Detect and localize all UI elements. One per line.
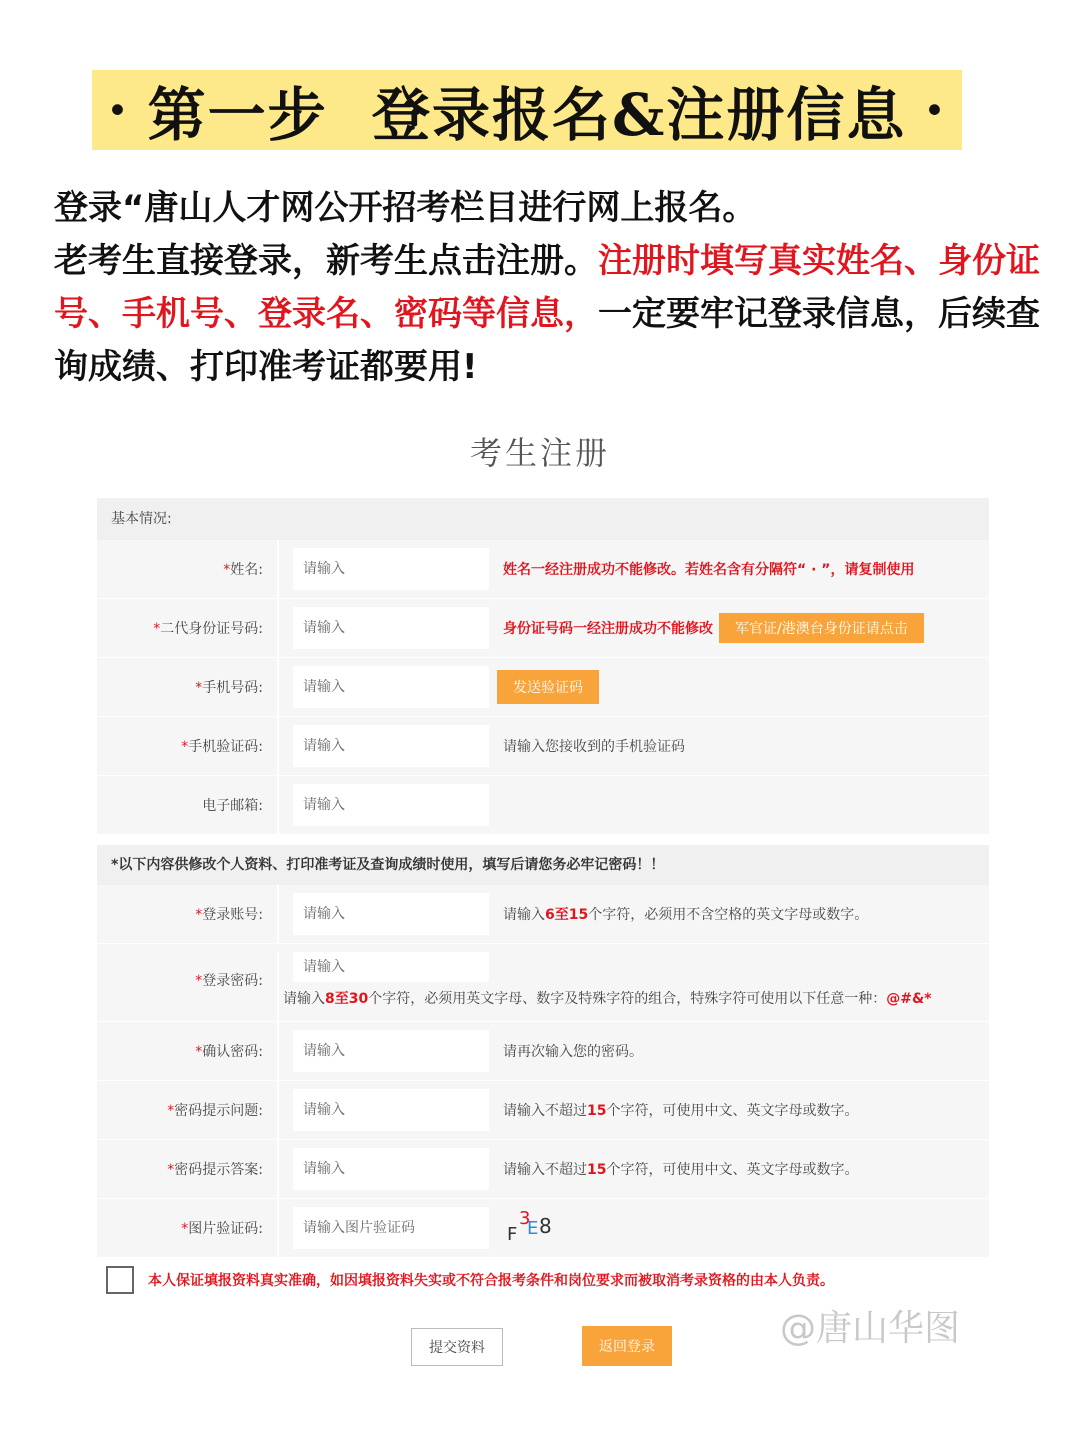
intro-line1: 登录“唐山人才网公开招考栏目进行网上报名。: [54, 188, 757, 228]
phone-input[interactable]: [293, 666, 489, 708]
question-hint: 请输入不超过15个字符，可使用中文、英文字母或数字。: [503, 1103, 859, 1119]
account-input[interactable]: [293, 893, 489, 935]
sms-hint: 请输入您接收到的手机验证码: [503, 739, 685, 755]
step-banner: [92, 70, 962, 150]
confirm-input[interactable]: [293, 1030, 489, 1072]
back-to-login-button[interactable]: 返回登录: [582, 1326, 672, 1366]
row-captcha: [97, 1199, 989, 1258]
account-label: *登录账号:: [195, 907, 263, 923]
sms-input[interactable]: [293, 725, 489, 767]
intro-line2-red: 注册时填写真实姓名、身份证号、手机号、登录名、密码等信息，: [54, 241, 1040, 334]
row-password: [97, 944, 989, 1022]
answer-hint: 请输入不超过15个字符，可使用中文、英文字母或数字。: [503, 1162, 859, 1178]
password-input[interactable]: [293, 952, 489, 982]
row-email: [97, 776, 989, 835]
password-label: *登录密码:: [195, 973, 263, 989]
intro-line2-black: 老考生直接登录，新考生点击注册。: [54, 241, 598, 281]
row-confirm-password: [97, 1022, 989, 1081]
confirm-label: *确认密码:: [195, 1044, 263, 1060]
banner-title: 第一步 登录报名&注册信息: [147, 81, 907, 149]
answer-label: *密码提示答案:: [167, 1162, 263, 1178]
email-label: 电子邮箱:: [202, 798, 263, 814]
question-label: *密码提示问题:: [167, 1103, 263, 1119]
email-input[interactable]: [293, 784, 489, 826]
answer-input[interactable]: [293, 1148, 489, 1190]
watermark: @唐山华图: [780, 1308, 961, 1349]
idcard-input[interactable]: [293, 607, 489, 649]
registration-form: [97, 498, 989, 1258]
form-title: 考生注册: [469, 434, 610, 472]
row-question: [97, 1081, 989, 1140]
captcha-image[interactable]: F 3 E 8: [507, 1208, 552, 1245]
row-phone: [97, 658, 989, 717]
send-code-button[interactable]: 发送验证码: [497, 670, 599, 704]
military-id-button[interactable]: 军官证/港澳台身份证请点击: [719, 613, 924, 643]
intro-paragraph: [54, 235, 1044, 394]
captcha-input[interactable]: [293, 1207, 489, 1249]
agree-checkbox[interactable]: [106, 1266, 134, 1294]
row-sms-code: [97, 717, 989, 776]
confirm-hint: 请再次输入您的密码。: [503, 1044, 643, 1060]
section-login-info: *以下内容供修改个人资料、打印准考证及查询成绩时使用，填写后请您务必牢记密码！！: [97, 845, 989, 885]
sms-label: *手机验证码:: [181, 739, 263, 755]
row-name: [97, 540, 989, 599]
agree-text: 本人保证填报资料真实准确，如因填报资料失实或不符合报考条件和岗位要求而被取消考录资格的由本人负责。: [148, 1273, 834, 1289]
intro-text: [54, 182, 1044, 394]
idcard-label: *二代身份证号码:: [153, 621, 263, 637]
name-input[interactable]: [293, 548, 489, 590]
row-answer: [97, 1140, 989, 1199]
question-input[interactable]: [293, 1089, 489, 1131]
intro-line3-black: 一定要牢记登录信息，后续查询成绩、打印准考证都要用!: [54, 294, 1040, 387]
banner-dot-left: ·: [107, 76, 130, 144]
agreement: [106, 1266, 834, 1294]
name-hint: 姓名一经注册成功不能修改。若姓名含有分隔符“ · ”，请复制使用: [503, 562, 915, 578]
password-hint: 请输入8至30个字符，必须用英文字母、数字及特殊字符的组合，特殊字符可使用以下任意一种：@#&*: [283, 991, 932, 1007]
row-account: [97, 885, 989, 944]
phone-label: *手机号码:: [195, 680, 263, 696]
row-idcard: [97, 599, 989, 658]
captcha-label: *图片验证码:: [181, 1221, 263, 1237]
idcard-hint: 身份证号码一经注册成功不能修改: [503, 621, 713, 637]
section-basic-info: 基本情况:: [97, 498, 989, 540]
submit-button[interactable]: 提交资料: [411, 1328, 503, 1366]
account-hint: 请输入6至15个字符，必须用不含空格的英文字母或数字。: [503, 907, 869, 923]
name-label: *姓名:: [223, 562, 263, 578]
banner-dot-right: ·: [924, 76, 947, 144]
